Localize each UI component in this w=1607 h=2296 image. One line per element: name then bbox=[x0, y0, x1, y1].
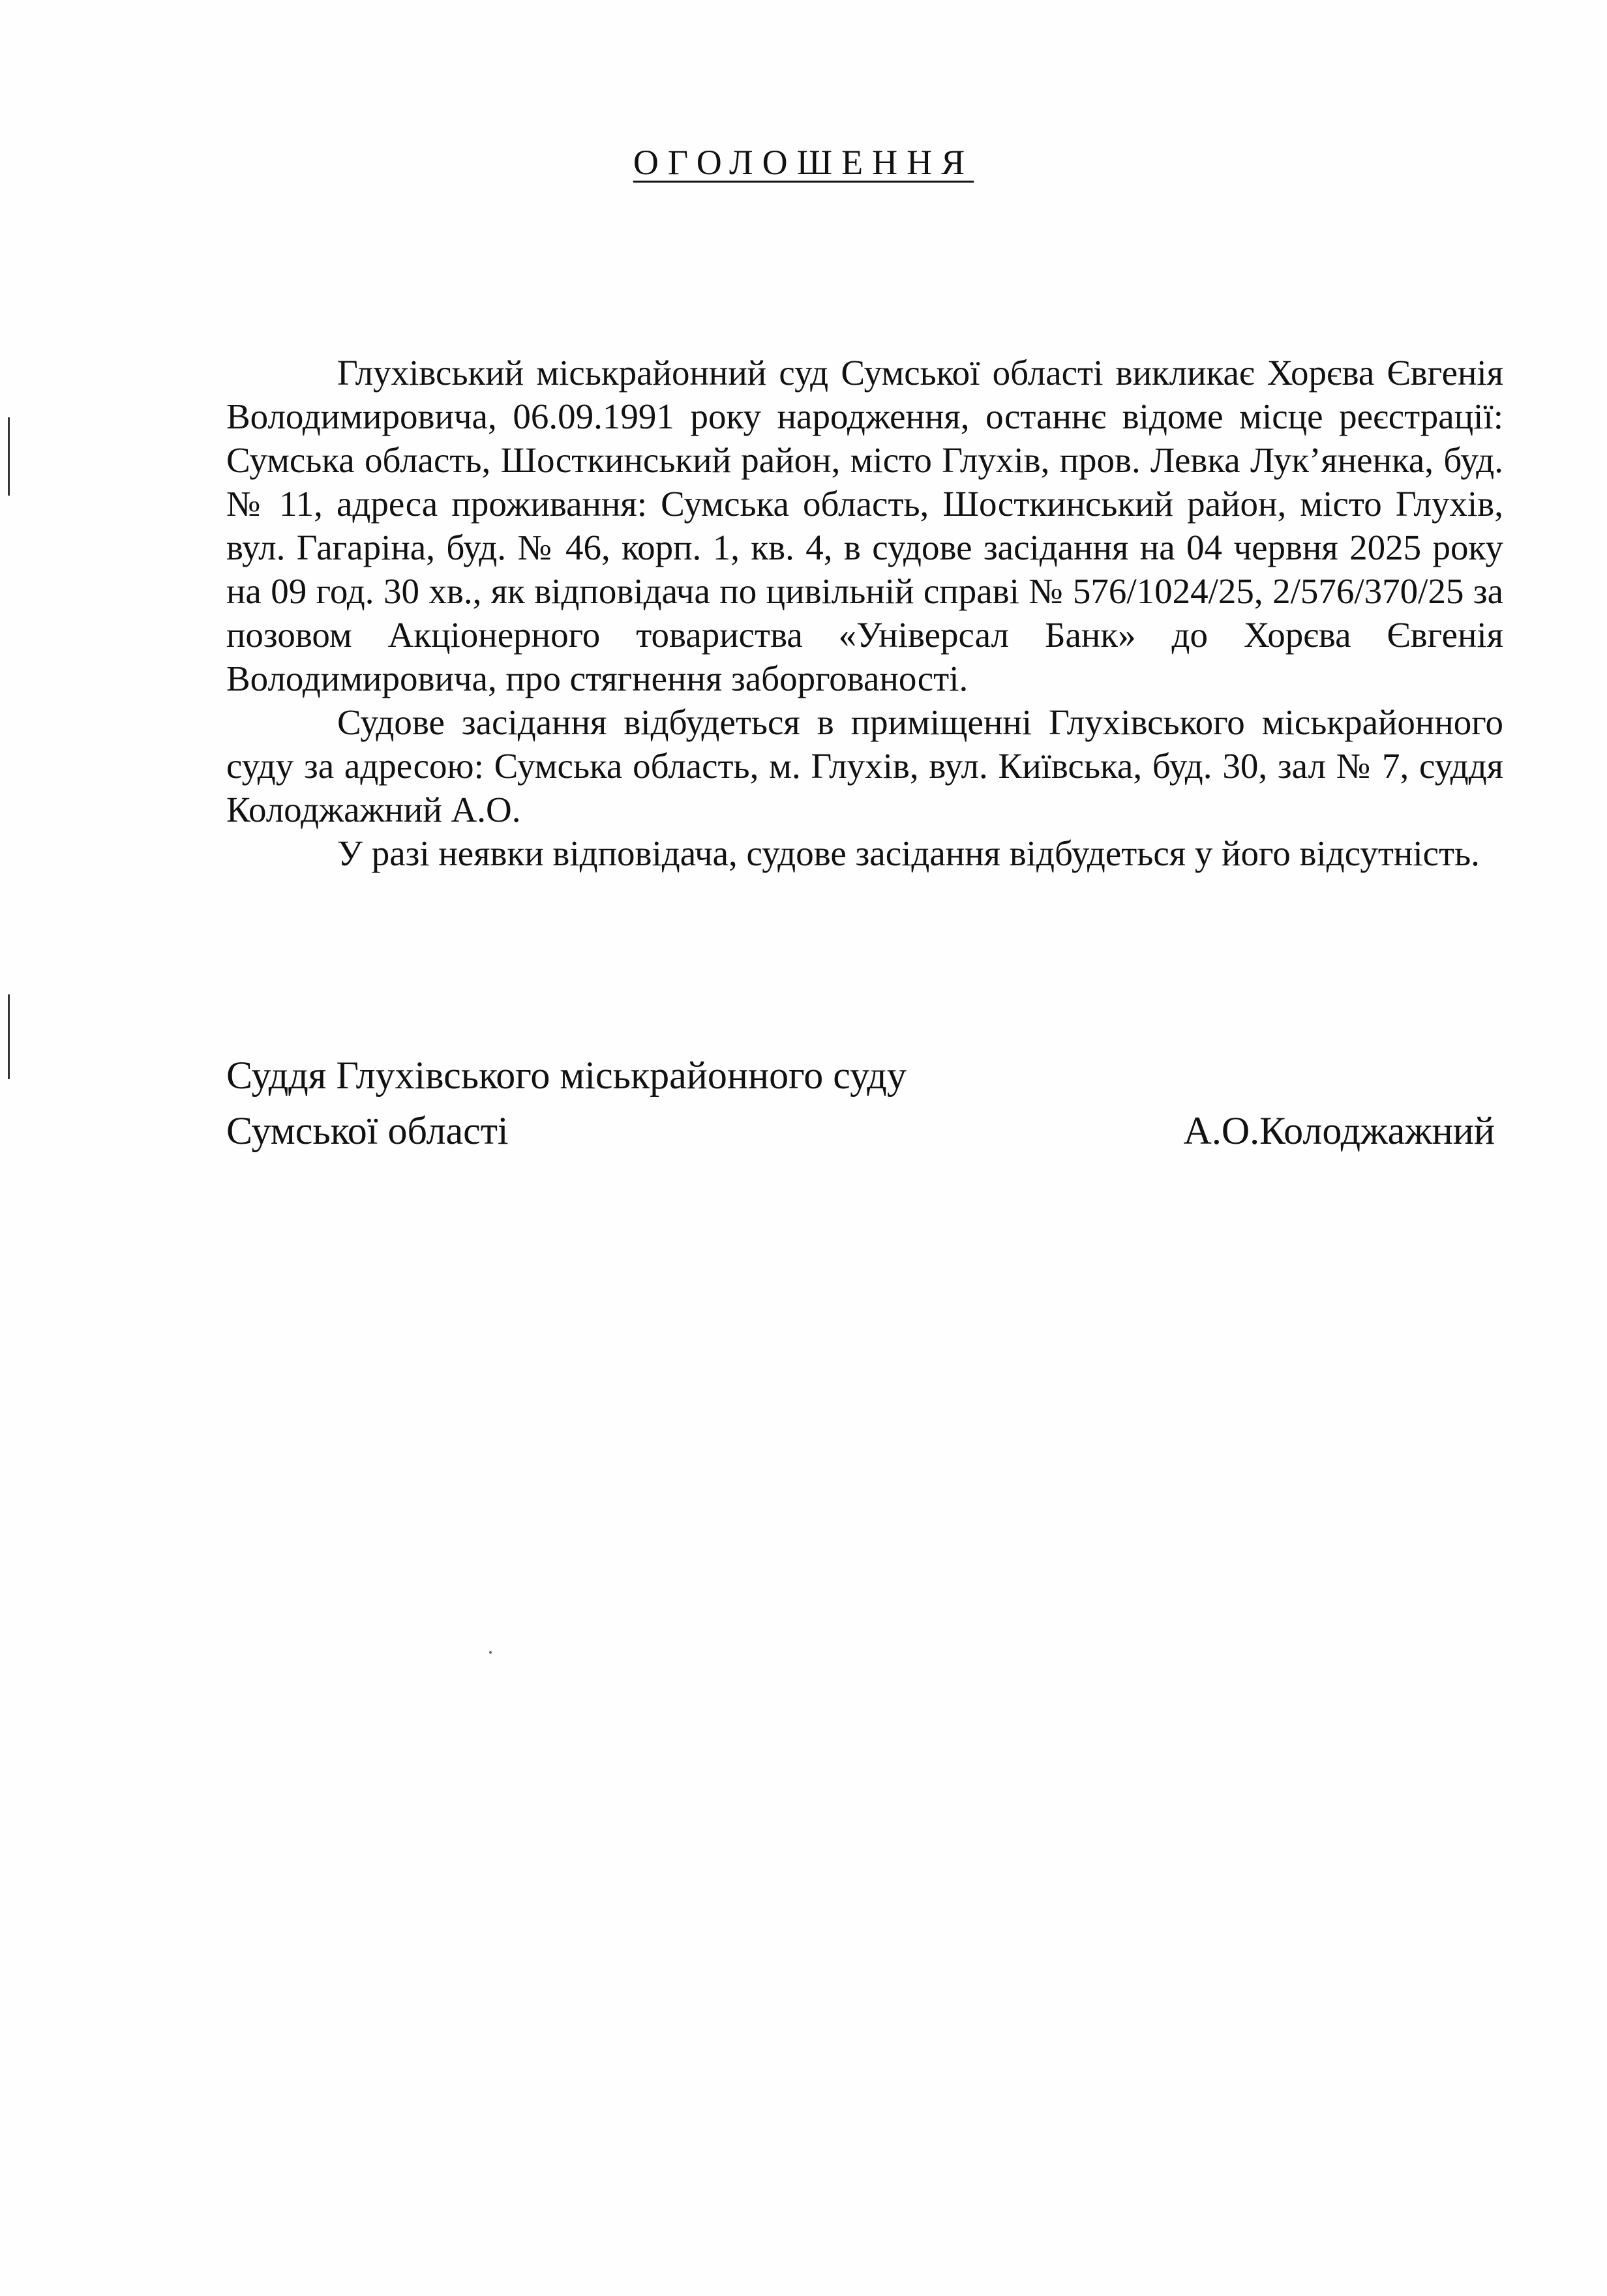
document-title: ОГОЛОШЕННЯ bbox=[633, 143, 974, 182]
paragraph-absence-notice: У разі неявки відповідача, судове засідання відбудеться у його відсутність. bbox=[337, 833, 1480, 873]
scan-artifact-dot bbox=[489, 1651, 492, 1654]
signature-name: А.О.Колоджажний bbox=[1183, 1109, 1495, 1152]
signature-court-region: Сумської області bbox=[226, 1109, 509, 1152]
scan-artifact-line bbox=[8, 417, 10, 496]
paragraph-summons: Глухівський міськрайонний суд Сумської області викликає Хорєва Євгенія Володимировича, 06.09.1991 року народження, останнє відоме місце реєстрації: Сумська область, Шосткинський район, місто Глухів, пров. Левка Лук’яненка, буд. № 11, адреса проживання: Сумська область, Шосткинський район, місто Глухів, вул. Гагаріна, буд. № 46, корп. 1, кв. 4, в судове засідання на 04 червня 2025 року на 09 год. 30 хв., як відповідача по цивільній справі № 576/1024/25, 2/576/370/25 за позовом Акціонерного товариства «Універсал Банк» до Хорєва Євгенія Володимировича, про стягнення заборгованості. bbox=[226, 353, 1503, 698]
paragraph-hearing-location: Судове засідання відбудеться в приміщенні Глухівського міськрайонного суду за адресою: Сумська область, м. Глухів, вул. Київська, буд. 30, зал № 7, суддя Колоджажний А.О. bbox=[226, 702, 1503, 829]
signature-position: Суддя Глухівського міськрайонного суду bbox=[226, 1054, 907, 1097]
document-body bbox=[226, 351, 1503, 875]
scan-artifact-line bbox=[8, 994, 10, 1079]
signature-row bbox=[226, 1099, 1495, 1155]
signature-block bbox=[226, 1052, 1495, 1155]
